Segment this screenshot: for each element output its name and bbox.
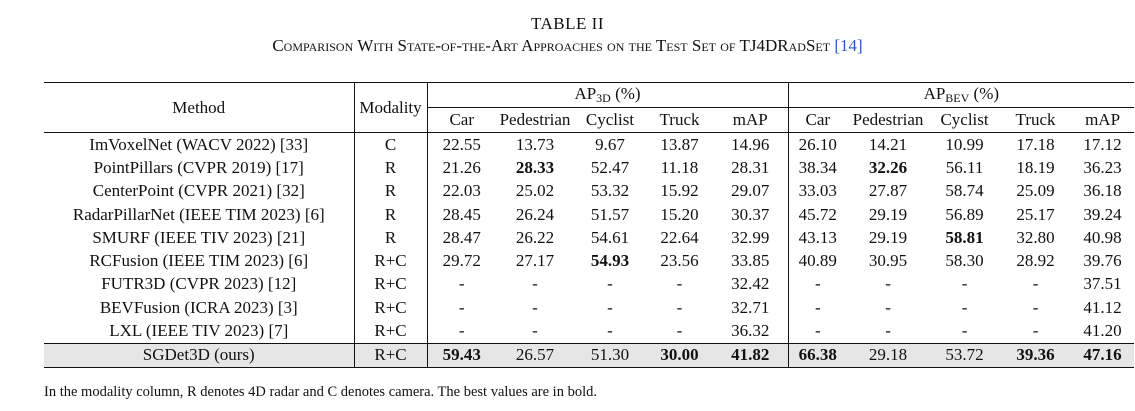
value-cell: - xyxy=(1032,321,1039,341)
value-cell: - xyxy=(676,321,683,341)
value-cell: 29.19 xyxy=(868,227,908,247)
value-cell: 52.47 xyxy=(590,157,630,177)
value-cell: 28.92 xyxy=(1016,251,1055,271)
table-label: TABLE II xyxy=(531,14,604,33)
value-cell: 22.03 xyxy=(442,181,481,201)
value-cell: 54.93 xyxy=(590,251,630,271)
table-row xyxy=(44,296,1134,319)
value-cell: 43.13 xyxy=(798,227,837,247)
header-method: Method xyxy=(44,83,354,133)
value-cell: - xyxy=(885,297,891,317)
modality-cell: R+C xyxy=(354,249,427,272)
value-cell: 25.09 xyxy=(1016,181,1055,201)
value-cell: - xyxy=(1032,297,1039,317)
modality-cell: R+C xyxy=(354,343,427,367)
value-cell: 21.26 xyxy=(442,157,481,177)
apbev-main: AP xyxy=(923,84,946,103)
value-cell: 47.16 xyxy=(1071,343,1134,367)
value-cell: 32.26 xyxy=(868,157,908,177)
value-cell: 41.82 xyxy=(713,343,788,367)
value-cell: 10.99 xyxy=(945,134,984,154)
method-cell: SGDet3D (ours) xyxy=(44,343,354,367)
value-cell: 9.67 xyxy=(595,134,625,154)
method-cell: ImVoxelNet (WACV 2022) [33] xyxy=(44,133,354,157)
ap3d-unit: (%) xyxy=(615,84,641,103)
value-cell: 23.56 xyxy=(660,251,699,271)
value-cell: 58.30 xyxy=(945,251,984,271)
col-header: mAP xyxy=(1071,108,1134,133)
col-header: Cyclist xyxy=(929,108,1000,133)
modality-cell: R+C xyxy=(354,296,427,319)
value-cell: 28.47 xyxy=(442,227,481,247)
value-cell: 27.17 xyxy=(515,251,555,271)
value-cell: 33.85 xyxy=(713,249,788,272)
value-cell: 56.11 xyxy=(945,157,984,177)
value-cell: 45.72 xyxy=(798,204,837,224)
method-cell: FUTR3D (CVPR 2023) [12] xyxy=(44,273,354,296)
method-cell: CenterPoint (CVPR 2021) [32] xyxy=(44,180,354,203)
table-row xyxy=(44,203,1134,226)
col-header: Cyclist xyxy=(574,108,646,133)
value-cell: 36.23 xyxy=(1083,157,1122,177)
modality-cell: R xyxy=(354,156,427,179)
col-header: mAP xyxy=(713,108,788,133)
value-cell: 59.43 xyxy=(427,343,496,367)
value-cell: - xyxy=(961,274,968,294)
table-body xyxy=(44,133,1134,368)
value-cell: 25.02 xyxy=(515,181,555,201)
value-cell: - xyxy=(814,297,821,317)
value-cell: 38.34 xyxy=(798,157,837,177)
value-cell: 53.72 xyxy=(929,343,1000,367)
modality-cell: R+C xyxy=(354,319,427,343)
modality-cell: R xyxy=(354,226,427,249)
table-row xyxy=(44,319,1134,343)
value-cell: - xyxy=(532,321,538,341)
value-cell: 66.38 xyxy=(788,343,847,367)
value-cell: 17.18 xyxy=(1016,134,1055,154)
method-cell: SMURF (IEEE TIV 2023) [21] xyxy=(44,226,354,249)
value-cell: - xyxy=(885,274,891,294)
value-cell: - xyxy=(885,321,891,341)
table-caption-text: Comparison With State-of-the-Art Approaches on the Test Set of TJ4DRadSet xyxy=(272,36,831,55)
value-cell: 33.03 xyxy=(798,181,837,201)
value-cell: 28.31 xyxy=(713,156,788,179)
value-cell: 25.17 xyxy=(1016,204,1055,224)
value-cell: 26.22 xyxy=(515,227,555,247)
value-cell: 36.18 xyxy=(1083,181,1122,201)
value-cell: 27.87 xyxy=(868,181,908,201)
value-cell: 32.99 xyxy=(713,226,788,249)
header-apbev xyxy=(788,83,1134,108)
modality-cell: R xyxy=(354,203,427,226)
value-cell: 15.92 xyxy=(660,181,699,201)
value-cell: 29.07 xyxy=(713,180,788,203)
value-cell: - xyxy=(607,321,613,341)
header-modality: Modality xyxy=(354,83,427,133)
value-cell: 56.89 xyxy=(945,204,984,224)
table-footnote: In the modality column, R denotes 4D radar and C denotes camera. The best values are in bold. xyxy=(44,384,597,400)
modality-cell: C xyxy=(354,133,427,157)
value-cell: 37.51 xyxy=(1083,274,1122,294)
value-cell: 39.76 xyxy=(1083,251,1122,271)
value-cell: - xyxy=(458,297,465,317)
value-cell: 17.12 xyxy=(1083,134,1122,154)
value-cell: 40.89 xyxy=(798,251,837,271)
value-cell: - xyxy=(1032,274,1039,294)
table-row xyxy=(44,343,1134,367)
value-cell: 39.24 xyxy=(1083,204,1122,224)
value-cell: 51.57 xyxy=(590,204,630,224)
value-cell: 11.18 xyxy=(660,157,699,177)
value-cell: 14.96 xyxy=(713,133,788,157)
col-header: Truck xyxy=(646,108,713,133)
value-cell: 29.18 xyxy=(847,343,929,367)
value-cell: 32.80 xyxy=(1016,227,1055,247)
value-cell: 26.57 xyxy=(496,343,574,367)
header-row-groups xyxy=(44,83,1134,108)
ap3d-main: AP xyxy=(574,84,597,103)
value-cell: 13.73 xyxy=(515,134,555,154)
value-cell: 58.74 xyxy=(945,181,984,201)
col-header: Car xyxy=(788,108,847,133)
col-header: Pedestrian xyxy=(847,108,929,133)
method-cell: PointPillars (CVPR 2019) [17] xyxy=(44,156,354,179)
value-cell: 22.55 xyxy=(442,134,481,154)
modality-cell: R+C xyxy=(354,273,427,296)
table-row xyxy=(44,180,1134,203)
value-cell: - xyxy=(532,274,538,294)
value-cell: 40.98 xyxy=(1083,227,1122,247)
value-cell: 29.19 xyxy=(868,204,908,224)
value-cell: 51.30 xyxy=(574,343,646,367)
value-cell: 58.81 xyxy=(945,227,984,247)
value-cell: - xyxy=(676,297,683,317)
header-ap3d xyxy=(427,83,788,108)
table-row xyxy=(44,249,1134,272)
value-cell: 22.64 xyxy=(660,227,699,247)
caption-reference-link[interactable]: [14] xyxy=(834,36,863,55)
value-cell: 30.37 xyxy=(713,203,788,226)
value-cell: 36.32 xyxy=(713,319,788,343)
value-cell: - xyxy=(458,274,465,294)
value-cell: 26.24 xyxy=(515,204,555,224)
method-cell: LXL (IEEE TIV 2023) [7] xyxy=(44,319,354,343)
value-cell: - xyxy=(532,297,538,317)
method-cell: RadarPillarNet (IEEE TIM 2023) [6] xyxy=(44,203,354,226)
value-cell: - xyxy=(458,321,465,341)
method-cell: RCFusion (IEEE TIM 2023) [6] xyxy=(44,249,354,272)
apbev-sub: BEV xyxy=(945,91,970,105)
apbev-unit: (%) xyxy=(973,84,1000,103)
ap3d-sub: 3D xyxy=(596,91,611,105)
value-cell: 28.45 xyxy=(442,204,481,224)
value-cell: - xyxy=(607,297,613,317)
value-cell: 30.00 xyxy=(646,343,713,367)
table-row xyxy=(44,133,1134,157)
value-cell: - xyxy=(961,321,968,341)
col-header: Car xyxy=(427,108,496,133)
value-cell: 28.33 xyxy=(515,157,555,177)
table-row xyxy=(44,273,1134,296)
value-cell: 32.71 xyxy=(713,296,788,319)
value-cell: 54.61 xyxy=(590,227,630,247)
value-cell: 39.36 xyxy=(1000,343,1071,367)
value-cell: - xyxy=(607,274,613,294)
value-cell: 29.72 xyxy=(442,251,481,271)
value-cell: 41.12 xyxy=(1083,297,1122,317)
modality-cell: R xyxy=(354,180,427,203)
col-header: Pedestrian xyxy=(496,108,574,133)
value-cell: 41.20 xyxy=(1083,321,1122,341)
value-cell: - xyxy=(676,274,683,294)
results-table xyxy=(44,82,1134,368)
value-cell: 26.10 xyxy=(798,134,837,154)
table-caption xyxy=(0,36,1135,56)
value-cell: 32.42 xyxy=(713,273,788,296)
value-cell: 13.87 xyxy=(660,134,699,154)
method-cell: BEVFusion (ICRA 2023) [3] xyxy=(44,296,354,319)
value-cell: 30.95 xyxy=(868,251,908,271)
value-cell: 18.19 xyxy=(1016,157,1055,177)
table-row xyxy=(44,226,1134,249)
value-cell: 53.32 xyxy=(590,181,630,201)
value-cell: - xyxy=(814,274,821,294)
value-cell: 14.21 xyxy=(868,134,908,154)
value-cell: 15.20 xyxy=(660,204,699,224)
value-cell: - xyxy=(814,321,821,341)
table-row xyxy=(44,156,1134,179)
col-header: Truck xyxy=(1000,108,1071,133)
value-cell: - xyxy=(961,297,968,317)
